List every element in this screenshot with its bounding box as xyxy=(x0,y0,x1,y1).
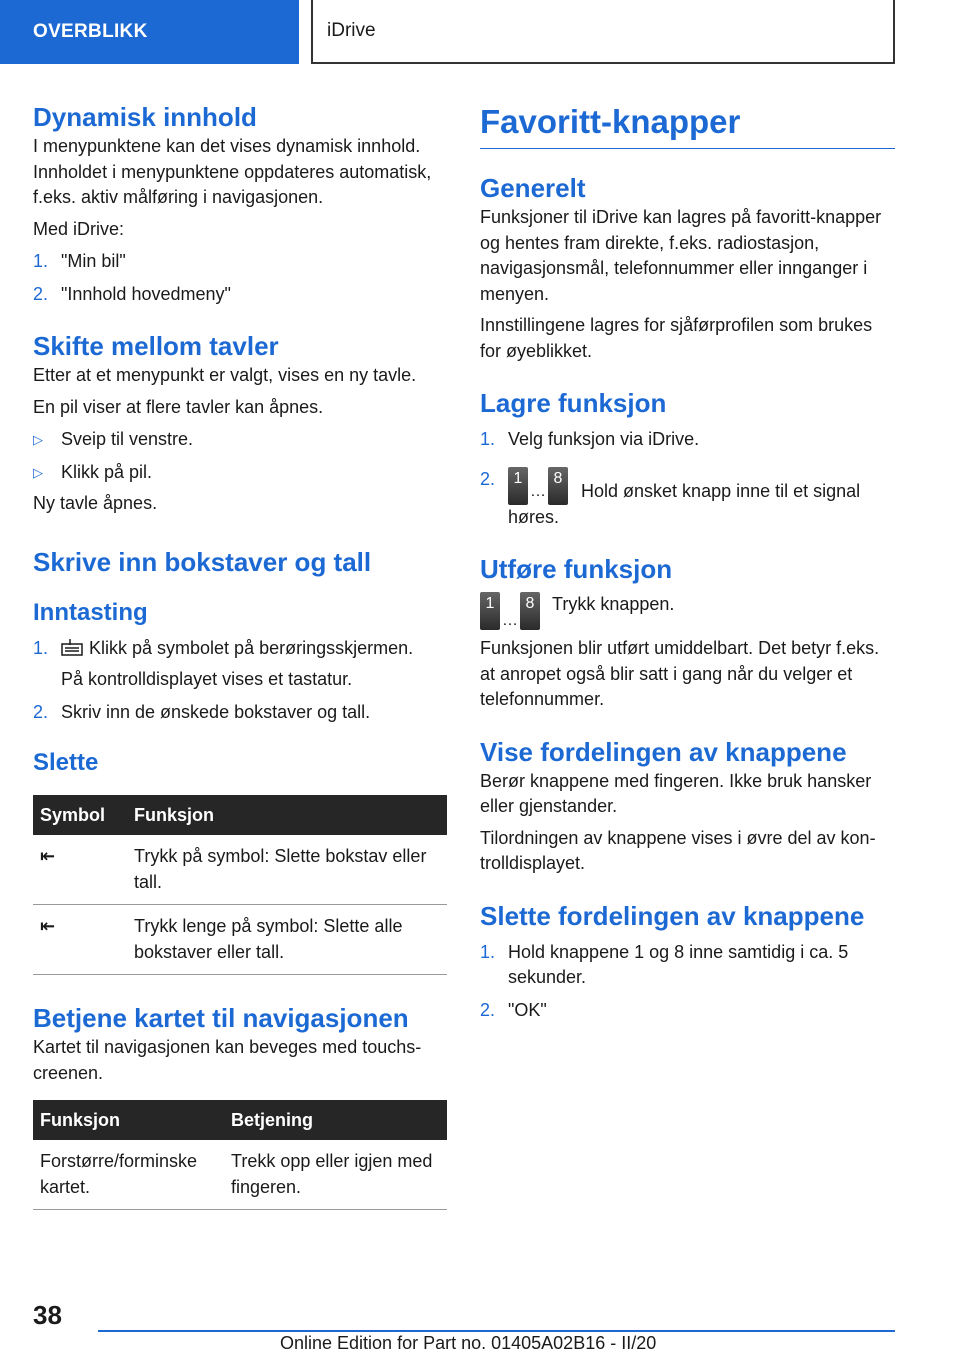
step-text: "Innhold hovedmeny" xyxy=(61,283,231,304)
heading-generelt: Generelt xyxy=(480,173,586,203)
heading-skrive-inn: Skrive inn bokstaver og tall xyxy=(33,546,372,577)
triangle-bullet-icon: ▷ xyxy=(33,432,43,447)
right-column xyxy=(480,100,895,1023)
column-header: Funksjon xyxy=(127,795,447,835)
step-number: 1. xyxy=(33,637,49,658)
step-list xyxy=(480,427,895,530)
step-number: 2. xyxy=(480,468,496,489)
utfore-row xyxy=(480,592,895,630)
paragraph: Ny tavle åpnes. xyxy=(33,493,158,513)
paragraph: Trykk knappen. xyxy=(552,594,675,614)
paragraph: I menypunktene kan det vises dynamisk innhold. Innholdet i menypunktene oppdateres automatisk, f.eks. aktiv målføring i navigasjonen. xyxy=(33,136,432,207)
paragraph: Etter at et menypunkt er valgt, vises en ny tavle. xyxy=(33,365,417,385)
table-cell: Trykk lenge på symbol: Slette alle bokstaver eller tall. xyxy=(127,905,447,975)
triangle-bullet-icon: ▷ xyxy=(33,464,43,480)
heading-favoritt-knapper: Favoritt-knapper xyxy=(480,100,895,149)
list-item xyxy=(33,700,447,726)
favorite-key-8-icon: 8 xyxy=(520,592,540,630)
delete-icon: ⇤ xyxy=(33,835,127,905)
step-text: På kontrolldisplayet vises et tastatur. xyxy=(61,669,353,689)
step-text: "Min bil" xyxy=(61,251,126,271)
step-number: 2. xyxy=(33,701,49,722)
list-item xyxy=(480,940,895,991)
bullet-text: Klikk på pil. xyxy=(61,461,153,482)
heading-skifte-mellom-tavler: Skifte mellom tavler xyxy=(33,331,279,361)
heading-slette: Slette xyxy=(33,749,99,776)
step-text: Skriv inn de ønskede bokstaver og tall. xyxy=(61,701,371,722)
table-cell: Trekk opp eller igjen med fingeren. xyxy=(224,1140,447,1210)
step-list xyxy=(480,940,895,1024)
paragraph: Berør knappene med fingeren. Ikke bruk hansker eller gjenstander. xyxy=(480,770,872,816)
keyboard-touch-icon xyxy=(61,638,83,656)
table-row xyxy=(33,905,447,975)
table-row xyxy=(33,1140,447,1210)
section-tab: OVERBLIKK xyxy=(0,0,299,64)
paragraph: Tilordningen av knappene vises i øvre del av kontrolldisplayet. xyxy=(480,827,876,873)
step-number: 1. xyxy=(480,941,496,962)
slette-table xyxy=(33,795,447,975)
step-list xyxy=(33,636,447,726)
table-row xyxy=(33,835,447,905)
heading-lagre-funksjon: Lagre funksjon xyxy=(480,388,667,418)
favorite-key-1-icon: 1 xyxy=(508,467,528,505)
step-list xyxy=(33,249,447,307)
bullet-list xyxy=(33,427,447,485)
list-item xyxy=(480,427,895,453)
paragraph: Funksjonen blir utført umiddelbart. Det betyr f.eks. at anropet også blir satt i gang når du velger et telefonnummer. xyxy=(480,638,880,709)
table-cell: Forstørre/forminske kartet. xyxy=(33,1140,224,1210)
heading-utfore-funksjon: Utføre funksjon xyxy=(480,554,673,584)
step-text: Velg funksjon via iDrive. xyxy=(508,429,700,449)
heading-slette-fordelingen: Slette fordelingen av knappene xyxy=(480,900,865,931)
paragraph: En pil viser at flere tavler kan åpnes. xyxy=(33,396,324,417)
paragraph: Funksjoner til iDrive kan lagres på favoritt-knapper og hentes fram direkte, f.eks. radiostasjon, navigasjonsmål, telefonnummer eller innganger i menyen. xyxy=(480,207,882,304)
heading-inntasting: Inntasting xyxy=(33,598,148,626)
ellipsis: … xyxy=(502,612,518,629)
favorite-key-8-icon: 8 xyxy=(548,467,568,505)
chapter-title: iDrive xyxy=(311,0,895,64)
step-text: "OK" xyxy=(508,999,547,1020)
left-column xyxy=(33,100,447,1210)
paragraph: Kartet til navigasjonen kan beveges med touchscreenen. xyxy=(33,1037,422,1083)
step-text: Hold ønsket knapp inne til et signal høres. xyxy=(508,481,861,527)
heading-betjene-kartet: Betjene kartet til navigasjonen xyxy=(33,1003,409,1033)
heading-dynamisk-innhold: Dynamisk innhold xyxy=(33,102,257,132)
step-number: 1. xyxy=(33,251,49,271)
list-item xyxy=(33,249,447,275)
bullet-text: Sveip til venstre. xyxy=(61,429,194,449)
paragraph: Innstillingene lagres for sjåførprofilen som brukes for øyeblikket. xyxy=(480,315,873,361)
list-item xyxy=(33,427,447,453)
page-header xyxy=(0,0,960,66)
list-item xyxy=(480,998,895,1024)
delete-icon: ⇤ xyxy=(33,905,127,975)
step-number: 1. xyxy=(480,429,496,449)
step-text: Hold knappene 1 og 8 inne samtidig i ca. 5 sekunder. xyxy=(508,941,849,987)
paragraph: Med iDrive: xyxy=(33,218,125,239)
edition-note: Online Edition for Part no. 01405A02B16 - II/20 xyxy=(280,1333,657,1353)
list-item xyxy=(33,636,447,693)
column-header: Funksjon xyxy=(33,1100,224,1140)
step-number: 2. xyxy=(480,999,496,1020)
list-item xyxy=(33,460,447,486)
footer-divider xyxy=(98,1330,895,1332)
step-text: Klikk på symbolet på berøringsskjermen. xyxy=(89,637,414,658)
table-cell: Trykk på symbol: Slette bokstav eller tall. xyxy=(127,835,447,905)
kart-table xyxy=(33,1100,447,1210)
ellipsis: … xyxy=(530,483,546,500)
step-number: 2. xyxy=(33,283,49,304)
favorite-key-1-icon: 1 xyxy=(480,592,500,630)
page-number: 38 xyxy=(33,1300,62,1330)
column-header: Betjening xyxy=(224,1100,447,1140)
list-item xyxy=(33,282,447,308)
column-header: Symbol xyxy=(33,795,127,835)
heading-vise-fordelingen: Vise fordelingen av knappene xyxy=(480,736,847,767)
list-item xyxy=(480,467,895,531)
